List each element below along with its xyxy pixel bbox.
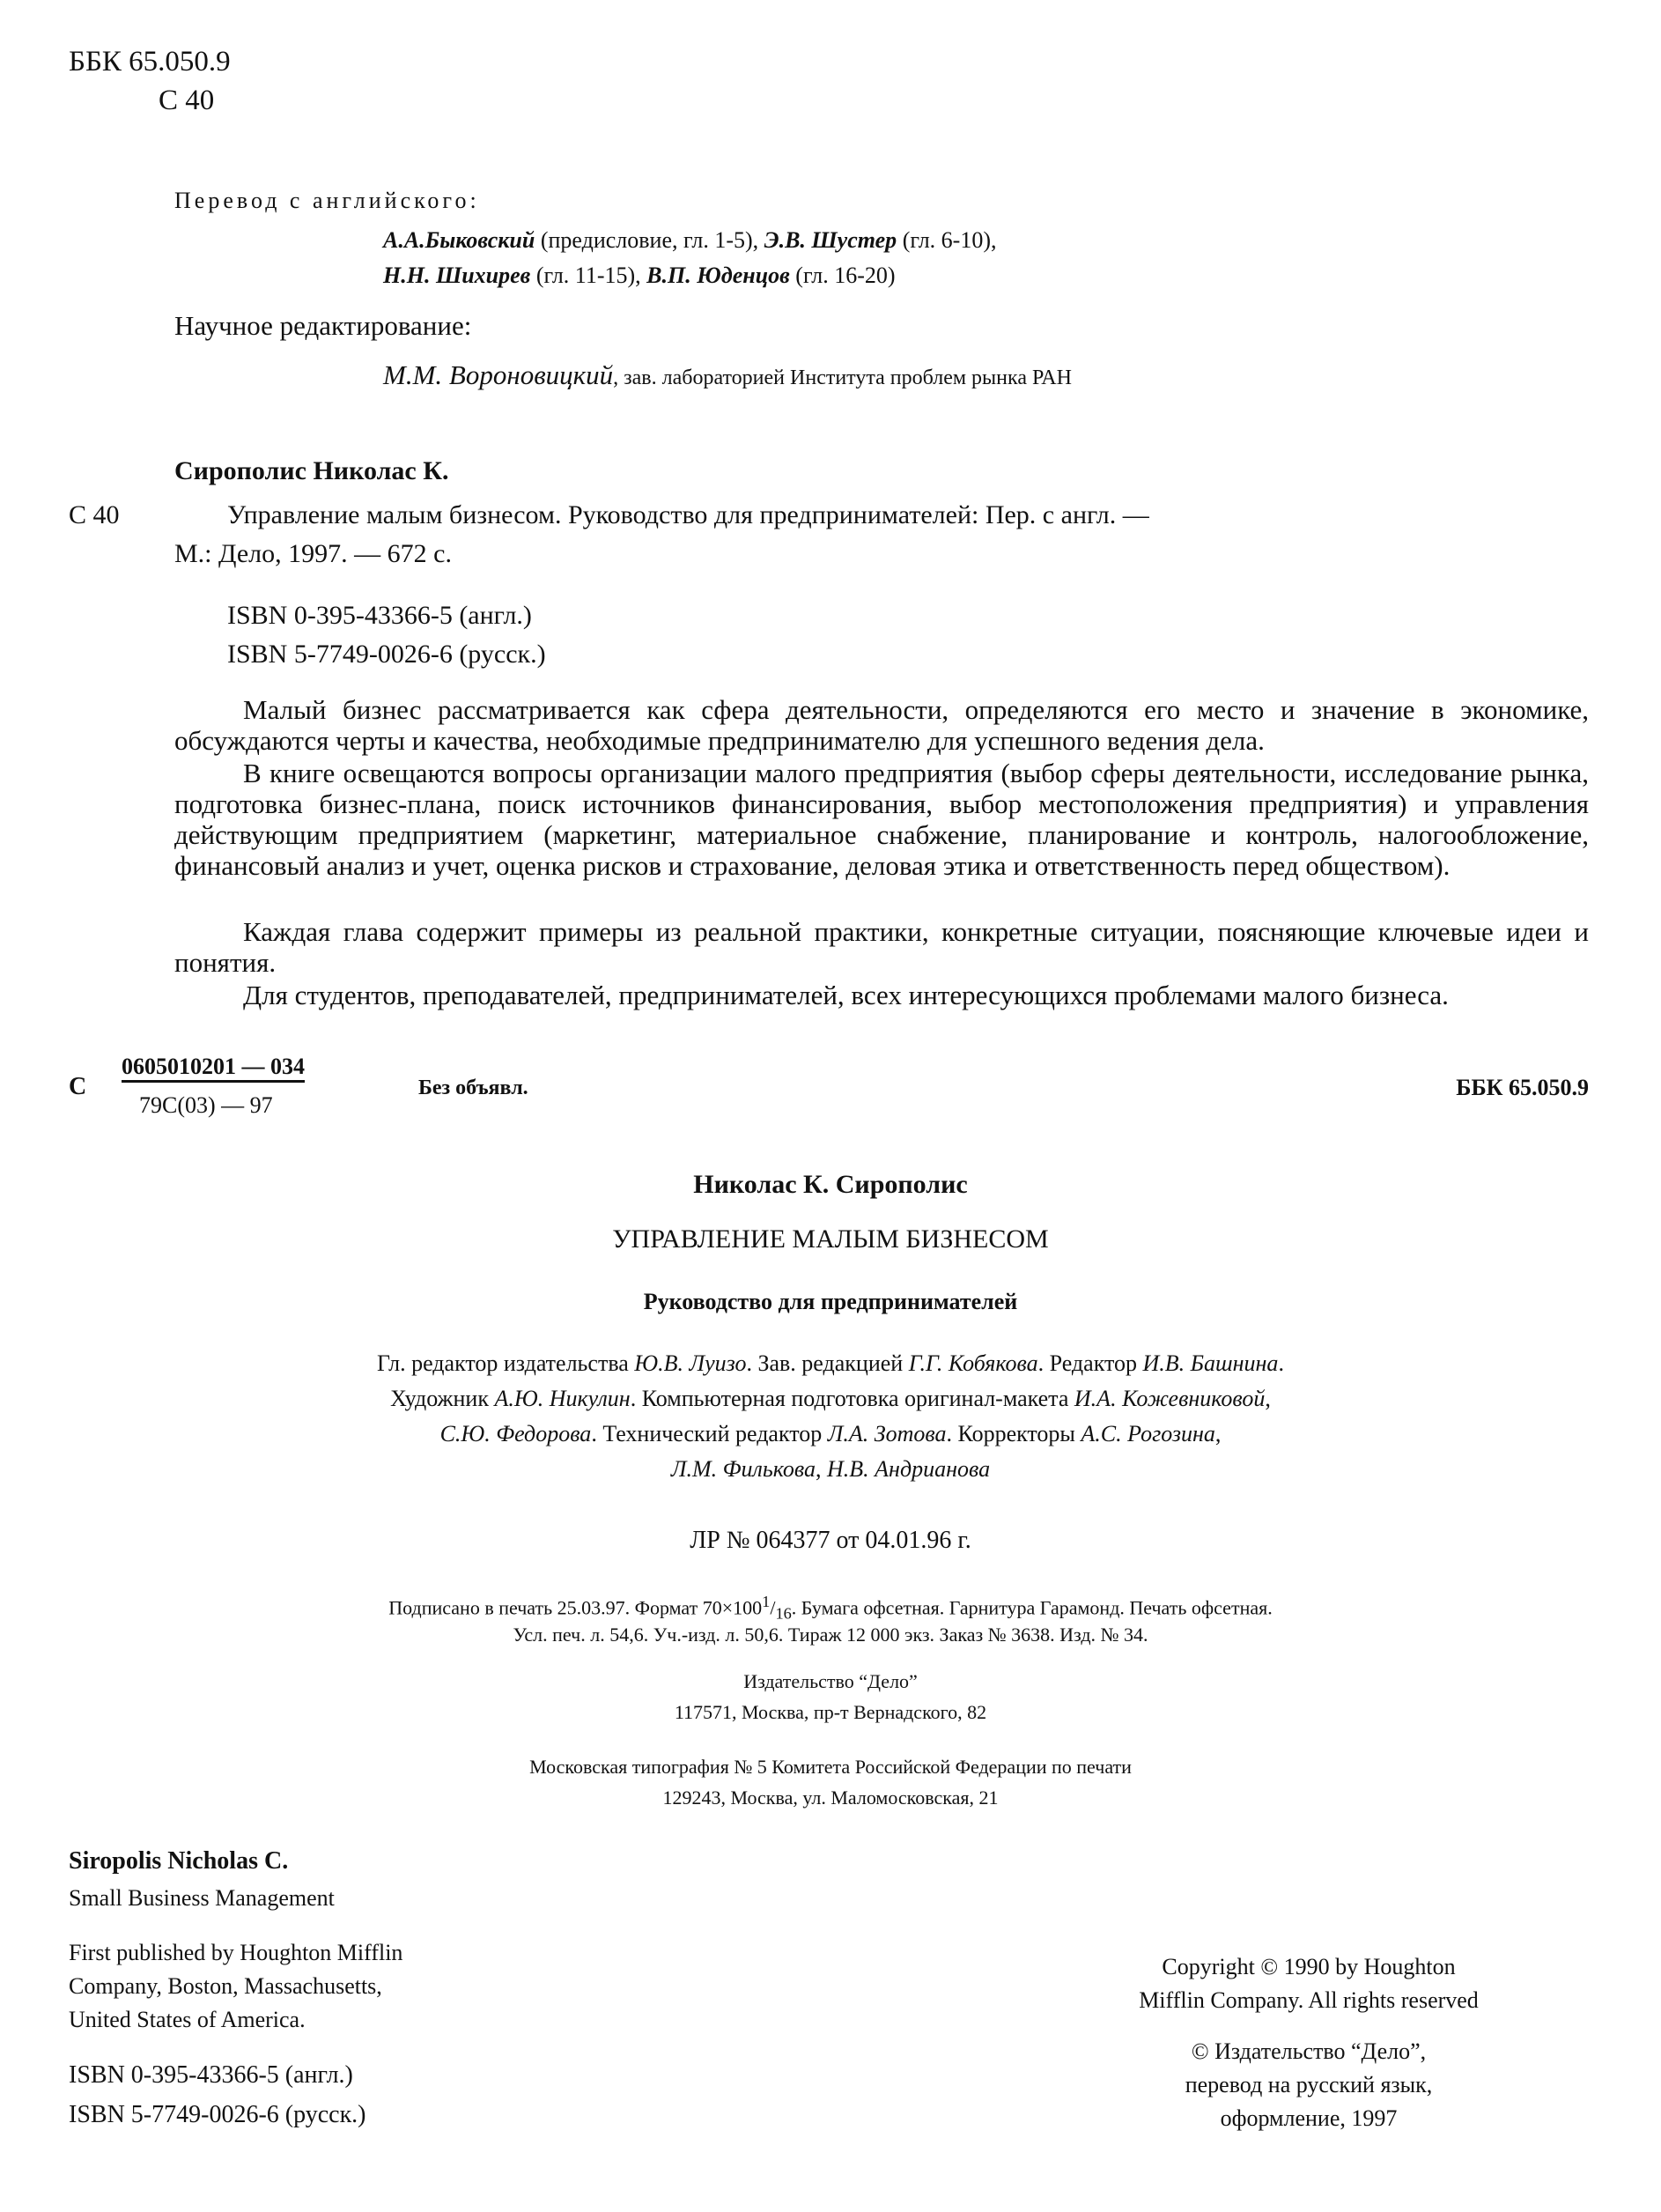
print-info-line-1: Подписано в печать 25.03.97. Формат $70\times 100^1/_{16}$. Бумага офсетная. Гарнитура Гарамонд. Печать офсетная. [388,1593,1273,1623]
translator-detail: (предисловие, гл. 1-5), [535,227,764,253]
translation-label: Перевод с английского: [174,188,480,213]
original-isbn-1: ISBN 0-395-43366-5 (англ.) [69,2061,353,2089]
catalog-title-line-2: М.: Дело, 1997. — 672 с. [174,539,452,568]
copyright-line-3: © Издательство “Дело”, [1191,2038,1427,2064]
copyright-line-2: Mifflin Company. All rights reserved [1139,1987,1479,2013]
book-author: Николас К. Сирополис [693,1170,968,1199]
classifier-code: С 40 [159,85,215,116]
credit-role: , [1265,1386,1271,1411]
translator-name: Н.Н. Шихирев [383,263,531,288]
catalog-isbn-1: ISBN 0-395-43366-5 (англ.) [227,601,532,630]
abstract-paragraph: Каждая глава содержит примеры из реальной практики, конкретные ситуации, поясняющие ключевые идеи и понятия. [174,916,1589,978]
catalog-isbn-2: ISBN 5-7749-0026-6 (русск.) [227,640,546,669]
format-subscript: 16 [775,1604,792,1623]
original-title: Small Business Management [69,1885,335,1911]
index-bbk: ББК 65.050.9 [1456,1075,1589,1100]
print-paper: . Бумага офсетная. Гарнитура Гарамонд. Печать офсетная. [791,1596,1273,1619]
credit-name: А.С. Рогозина [1081,1421,1215,1446]
catalog-code: С 40 [69,500,120,529]
no-announcement: Без объявл. [418,1076,528,1099]
scientific-editor [383,359,1072,391]
credit-name: И.А. Кожевниковой [1074,1386,1266,1411]
credit-role: . [1278,1350,1284,1376]
abstract-paragraph: В книге освещаются вопросы организации малого предприятия (выбор сферы деятельности, исследование рынка, подготовка бизнес-плана, поиск источников финансирования, выбор местоположения предприятия) и управления действующим предприятием (маркетинг, материальное снабжение, планирование и контроль, налогообложение, финансовый анализ и учет, оценка рисков и страхование, деловая этика и ответственность перед обществом). [174,758,1589,881]
credit-name: С.Ю. Федорова [439,1421,592,1446]
index-letter: С [69,1073,87,1100]
credit-name: А.Ю. Никулин [494,1386,631,1411]
copyright-line-1: Copyright © 1990 by Houghton [1162,1954,1456,1979]
printer-address: 129243, Москва, ул. Маломосковская, 21 [662,1787,999,1809]
credit-name: Л.А. Зотова [827,1421,947,1446]
credit-name: Ю.В. Луизо [634,1350,747,1376]
translators-line-2 [383,263,896,289]
translator-detail: (гл. 16-20) [789,263,896,288]
catalog-title-line-1: Управление малым бизнесом. Руководство для предпринимателей: Пер. с англ. — [227,500,1149,529]
original-publisher-line-1: First published by Houghton Mifflin [69,1940,403,1965]
translator-name: В.П. Юденцов [646,263,790,288]
credit-name: Н.В. Андрианова [827,1456,991,1482]
credit-name: Г.Г. Кобякова [908,1350,1038,1376]
scientific-editor-position: , зав. лабораторией Института проблем рынка РАН [613,366,1072,389]
credit-role: . Компьютерная подготовка оригинал-макета [630,1386,1074,1411]
credit-name: Л.М. Филькова [670,1456,816,1482]
credits-line-4 [0,1456,1661,1483]
index-numerator: 0605010201 — 034 [122,1054,305,1083]
credit-role: . Корректоры [946,1421,1081,1446]
print-info-line-2: Усл. печ. л. 54,6. Уч.-изд. л. 50,6. Тираж 12 000 экз. Заказ № 3638. Изд. № 34. [513,1624,1148,1646]
abstract-paragraph: Малый бизнес рассматривается как сфера деятельности, определяются его место и значение в экономике, обсуждаются черты и качества, необходимые предпринимателю для успешного ведения дела. [174,694,1589,756]
translator-name: А.А.Быковский [383,227,535,253]
credits-line-1 [0,1350,1661,1377]
format-superscript: 1 [762,1593,771,1610]
license-number: ЛР № 064377 от 04.01.96 г. [690,1527,971,1554]
translator-detail: (гл. 6-10), [897,227,997,253]
credit-role: , [1214,1421,1222,1446]
scientific-editing-label: Научное редактирование: [174,310,472,341]
credit-name: И.В. Башнина [1142,1350,1279,1376]
index-denominator: 79С(03) — 97 [139,1092,273,1118]
copyright-line-4: перевод на русский язык, [1185,2072,1433,2097]
credit-role: Художник [390,1386,495,1411]
translator-detail: (гл. 11-15), [530,263,647,288]
catalog-author: Сирополис Николас К. [174,456,449,485]
credit-role: . Технический редактор [591,1421,828,1446]
book-title: УПРАВЛЕНИЕ МАЛЫМ БИЗНЕСОМ [612,1224,1049,1254]
publisher-name: Издательство “Дело” [743,1670,918,1692]
copyright-line-5: оформление, 1997 [1220,2105,1398,2131]
credits-line-2 [0,1386,1661,1412]
credit-role: . Зав. редакцией [746,1350,909,1376]
scientific-editor-name: М.М. Вороновицкий [383,359,614,390]
translators-line-1 [383,227,996,254]
credit-role: Гл. редактор издательства [377,1350,635,1376]
publisher-address: 117571, Москва, пр-т Вернадского, 82 [674,1701,987,1723]
credits-line-3 [0,1421,1661,1447]
book-subtitle: Руководство для предпринимателей [643,1289,1018,1314]
printer-name: Московская типография № 5 Комитета Российской Федерации по печати [529,1756,1132,1778]
original-author: Siropolis Nicholas C. [69,1847,289,1875]
bbk-code: ББК 65.050.9 [69,46,231,78]
translator-name: Э.В. Шустер [764,227,897,253]
original-publisher-line-3: United States of America. [69,2007,306,2032]
print-format: Подписано в печать 25.03.97. Формат 70×100 [388,1596,763,1619]
abstract-paragraph: Для студентов, преподавателей, предпринимателей, всех интересующихся проблемами малого бизнеса. [243,980,1449,1010]
original-isbn-2: ISBN 5-7749-0026-6 (русск.) [69,2101,366,2128]
credit-role: , [816,1456,827,1482]
credit-role: . Редактор [1037,1350,1143,1376]
original-publisher-line-2: Company, Boston, Massachusetts, [69,1973,382,1999]
